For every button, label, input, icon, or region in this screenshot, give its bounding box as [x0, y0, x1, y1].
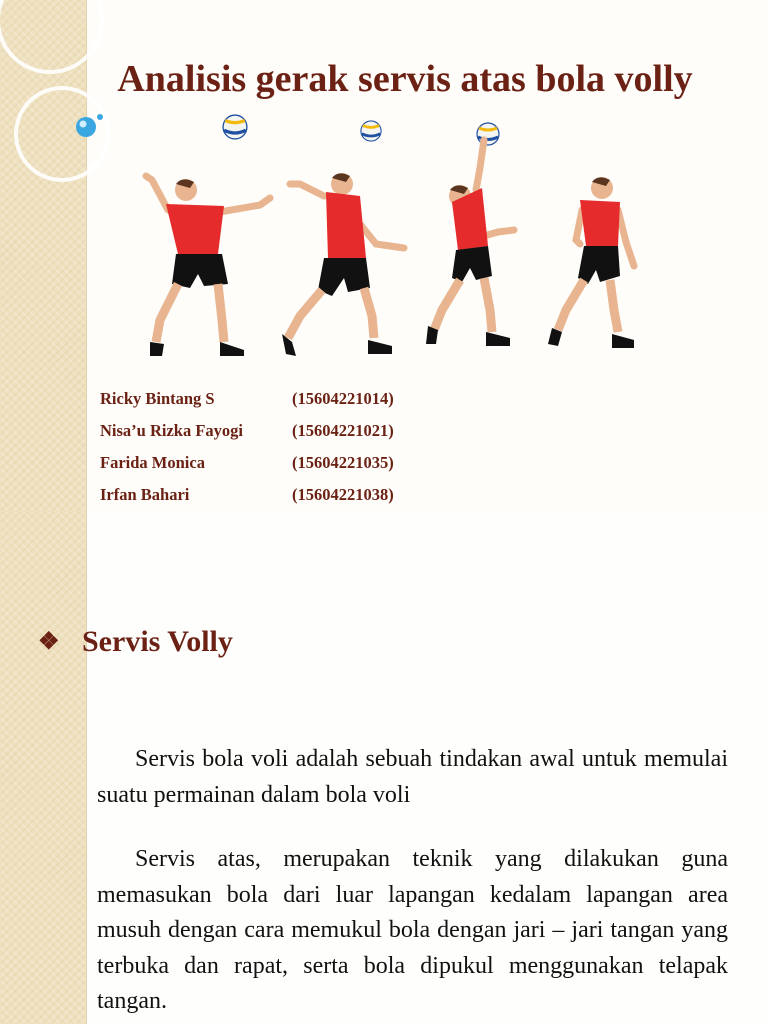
author-name: Irfan Bahari: [100, 485, 190, 504]
player-serve-figure: [426, 140, 514, 346]
author-name: Ricky Bintang S: [100, 389, 215, 408]
volleyball-icon: [223, 115, 247, 139]
sidebar-texture: [0, 512, 87, 1024]
author-name: Nisa’u Rizka Fayogi: [100, 421, 244, 440]
section-heading: [38, 620, 233, 664]
author-nim: (15604221014): [292, 389, 394, 408]
player-serve-figure: [146, 176, 270, 356]
author-item: [100, 386, 394, 418]
diamond-bullet-icon: ❖: [38, 629, 60, 655]
author-name: Farida Monica: [100, 453, 205, 472]
author-nim: (15604221035): [292, 453, 394, 472]
page-title: Analisis gerak servis atas bola volly: [117, 58, 693, 100]
author-nim: (15604221038): [292, 485, 394, 504]
author-item: [100, 482, 394, 512]
volleyball-icon: [361, 121, 381, 141]
author-item: [100, 418, 394, 450]
paragraph: Servis atas, merupakan teknik yang dilakukan guna memasukan bola dari luar lapangan kedalam lapangan area musuh dengan cara memukul bola dengan jari – jari tangan yang terbuka dan rapat, serta bola dipukul menggunakan telapak tangan.: [97, 846, 728, 1014]
author-list: [100, 386, 394, 512]
paragraph: Servis bola voli adalah sebuah tindakan awal untuk memulai suatu permainan dalam bola voli: [97, 746, 728, 808]
section-heading-text: Servis Volly: [82, 625, 233, 658]
author-item: [100, 450, 394, 482]
author-nim: (15604221021): [292, 421, 394, 440]
serve-sequence-illustration: [120, 110, 660, 370]
player-serve-figure: [548, 177, 634, 348]
player-serve-figure: [282, 173, 404, 356]
